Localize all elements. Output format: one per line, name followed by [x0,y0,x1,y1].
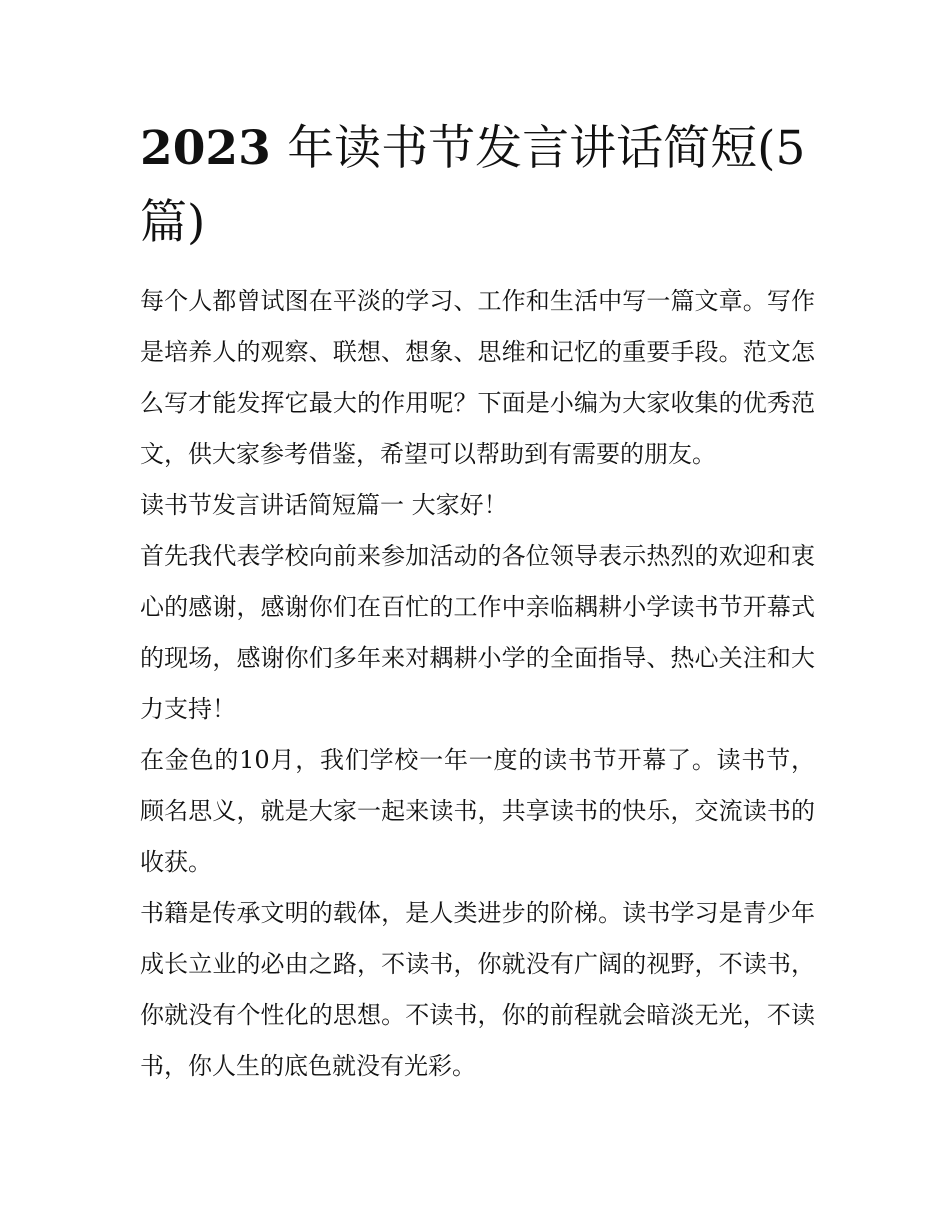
paragraph-section-heading: 读书节发言讲话简短篇一 大家好！ [140,491,508,519]
paragraph-books: 书籍是传承文明的载体，是人类进步的阶梯。读书学习是青少年成长立业的必由之路，不读书，你就没有广阔的视野，不读书，你就没有个性化的思想。不读书，你的前程就会暗淡无光，不读书，你人生的底色就没有光彩。 [140,899,815,1080]
page-title [140,112,820,260]
paragraph-thanks: 首先我代表学校向前来参加活动的各位领导表示热烈的欢迎和衷心的感谢，感谢你们在百忙的工作中亲临耦耕小学读书节开幕式的现场，感谢你们多年来对耦耕小学的全面指导、热心关注和大力支持！ [140,542,815,723]
paragraph-opening: 在金色的10月，我们学校一年一度的读书节开幕了。读书节，顾名思义，就是大家一起来读书，共享读书的快乐，交流读书的收获。 [140,746,815,876]
title-text: 年读书节发言讲话简短(5篇) [140,121,806,250]
document-body [140,276,815,1092]
paragraph-intro: 每个人都曾试图在平淡的学习、工作和生活中写一篇文章。写作是培养人的观察、联想、想象、思维和记忆的重要手段。范文怎么写才能发挥它最大的作用呢？下面是小编为大家收集的优秀范文，供大家参考借鉴，希望可以帮助到有需要的朋友。 [140,287,815,468]
title-year: 2023 [140,121,271,176]
